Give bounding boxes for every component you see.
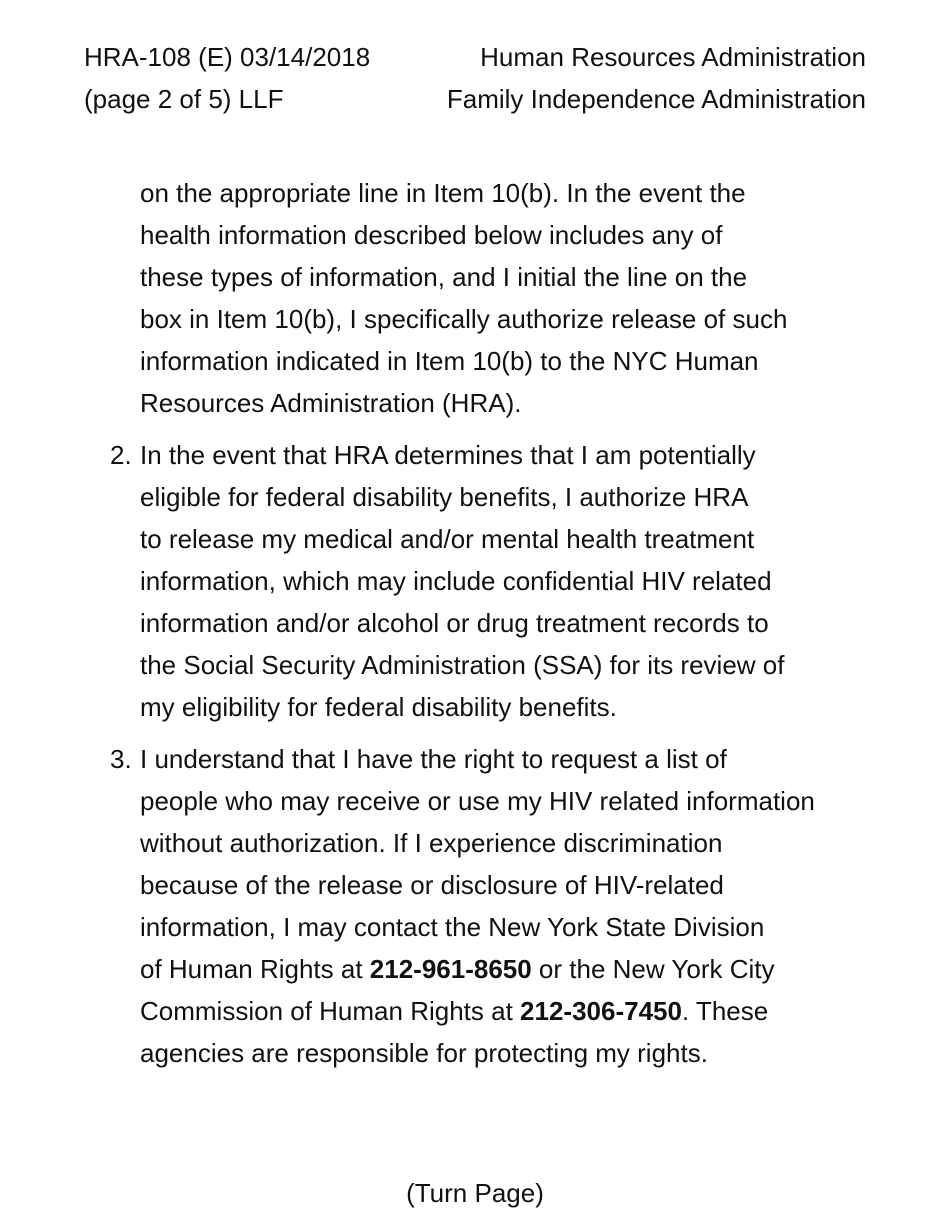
- header-row-2: [84, 78, 866, 120]
- form-id: HRA-108 (E) 03/14/2018: [84, 42, 371, 72]
- text-line: these types of information, and I initial the line on the: [140, 262, 748, 292]
- text-line: information, which may include confidential HIV related: [140, 566, 772, 596]
- text-line: people who may receive or use my HIV related information: [140, 786, 815, 816]
- agency-name: Human Resources Administration: [480, 42, 866, 72]
- text-line: In the event that HRA determines that I am potentially: [140, 440, 756, 470]
- text-line: because of the release or disclosure of HIV-related: [140, 870, 724, 900]
- line-text: of Human Rights at: [140, 954, 370, 984]
- text-line: to release my medical and/or mental health treatment: [140, 524, 755, 554]
- text-line: box in Item 10(b), I specifically authorize release of such: [140, 304, 788, 334]
- line-text: Commission of Human Rights at: [140, 996, 521, 1026]
- document-body: [84, 172, 874, 1074]
- text-line: information and/or alcohol or drug treatment records to: [140, 608, 769, 638]
- text-line: on the appropriate line in Item 10(b). In the event the: [140, 178, 746, 208]
- text-line: health information described below includes any of: [140, 220, 723, 250]
- city-commission-phone: 212-306-7450: [520, 996, 682, 1026]
- header-row-1: [84, 36, 866, 78]
- item-number: 3.: [110, 744, 132, 774]
- text-line: without authorization. If I experience discrimination: [140, 828, 723, 858]
- list-item-3: [84, 738, 874, 1074]
- page-header: [84, 36, 866, 120]
- text-line: the Social Security Administration (SSA) for its review of: [140, 650, 785, 680]
- continuation-paragraph: [84, 172, 874, 424]
- state-division-phone: 212-961-8650: [369, 954, 532, 984]
- sub-agency-name: Family Independence Administration: [446, 84, 866, 114]
- text-line: information, I may contact the New York State Division: [140, 912, 765, 942]
- text-line: Resources Administration (HRA).: [140, 388, 522, 418]
- text-line: [140, 948, 874, 990]
- text-line: [140, 990, 874, 1032]
- text-line: I understand that I have the right to request a list of: [140, 744, 727, 774]
- line-text: . These: [681, 996, 769, 1026]
- list-item-2: [84, 434, 874, 728]
- item-number: 2.: [110, 440, 132, 470]
- text-line: my eligibility for federal disability benefits.: [140, 692, 617, 722]
- text-line: agencies are responsible for protecting my rights.: [140, 1038, 708, 1068]
- turn-page-note: (Turn Page): [406, 1178, 544, 1208]
- page-info: (page 2 of 5) LLF: [84, 84, 284, 114]
- text-line: eligible for federal disability benefits, I authorize HRA: [140, 482, 749, 512]
- text-line: information indicated in Item 10(b) to the NYC Human: [140, 346, 759, 376]
- line-text: or the New York City: [531, 954, 775, 984]
